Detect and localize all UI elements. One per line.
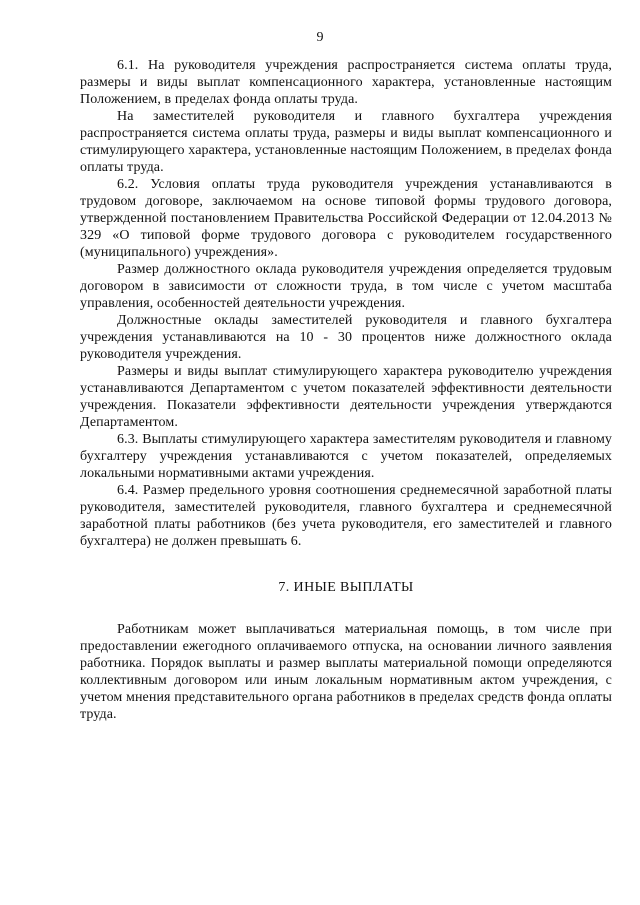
paragraph-6-4: 6.4. Размер предельного уровня соотношения среднемесячной заработной платы руководителя, заместителей руководителя, главного бухгалтера и среднемесячной заработной платы работников (без учета руководителя, его заместителей и главного бухгалтера) не должен превышать 6. <box>80 483 612 549</box>
paragraph-deputies-pay-system: На заместителей руководителя и главного бухгалтера учреждения распространяется система оплаты труда, размеры и виды выплат компенсационного и стимулирующего характера, установленные настоящим Положением, в пределах фонда оплаты труда. <box>80 109 612 175</box>
paragraph-6-1: 6.1. На руководителя учреждения распространяется система оплаты труда, размеры и виды выплат компенсационного характера, установленные настоящим Положением, в пределах фонда оплаты труда. <box>80 58 612 107</box>
paragraph-deputies-salary: Должностные оклады заместителей руководителя и главного бухгалтера учреждения устанавливаются на 10 - 30 процентов ниже должностного оклада руководителя учреждения. <box>80 313 612 362</box>
paragraph-material-aid: Работникам может выплачиваться материальная помощь, в том числе при предоставлении ежегодного оплачиваемого отпуска, на основании личного заявления работника. Порядок выплаты и размер выплаты материальной помощи определяются коллективным договором или иным локальным нормативным актом учреждения, с учетом мнения представительного органа работников в пределах средств фонда оплаты труда. <box>80 622 612 722</box>
paragraph-director-salary: Размер должностного оклада руководителя учреждения определяется трудовым договором в зависимости от сложности труда, в том числе с учетом масштаба управления, особенностей деятельности учреждения. <box>80 262 612 311</box>
document-body <box>80 57 612 723</box>
paragraph-incentive-payments: Размеры и виды выплат стимулирующего характера руководителю учреждения устанавливаются Департаментом с учетом показателей эффективности деятельности учреждения. Показатели эффективности деятельности учреждения утверждаются Департаментом. <box>80 364 612 430</box>
page-number: 9 <box>316 30 324 45</box>
section-title: 7. ИНЫЕ ВЫПЛАТЫ <box>278 580 414 595</box>
paragraph-6-3: 6.3. Выплаты стимулирующего характера заместителям руководителя и главному бухгалтеру учреждения устанавливаются с учетом показателей, определяемых локальными нормативными актами учреждения. <box>80 432 612 481</box>
paragraph-6-2: 6.2. Условия оплаты труда руководителя учреждения устанавливаются в трудовом договоре, заключаемом на основе типовой формы трудового договора, утвержденной постановлением Правительства Российской Федерации от 12.04.2013 № 329 «О типовой форме трудового договора с руководителем государственного (муниципального) учреждения». <box>80 177 612 260</box>
